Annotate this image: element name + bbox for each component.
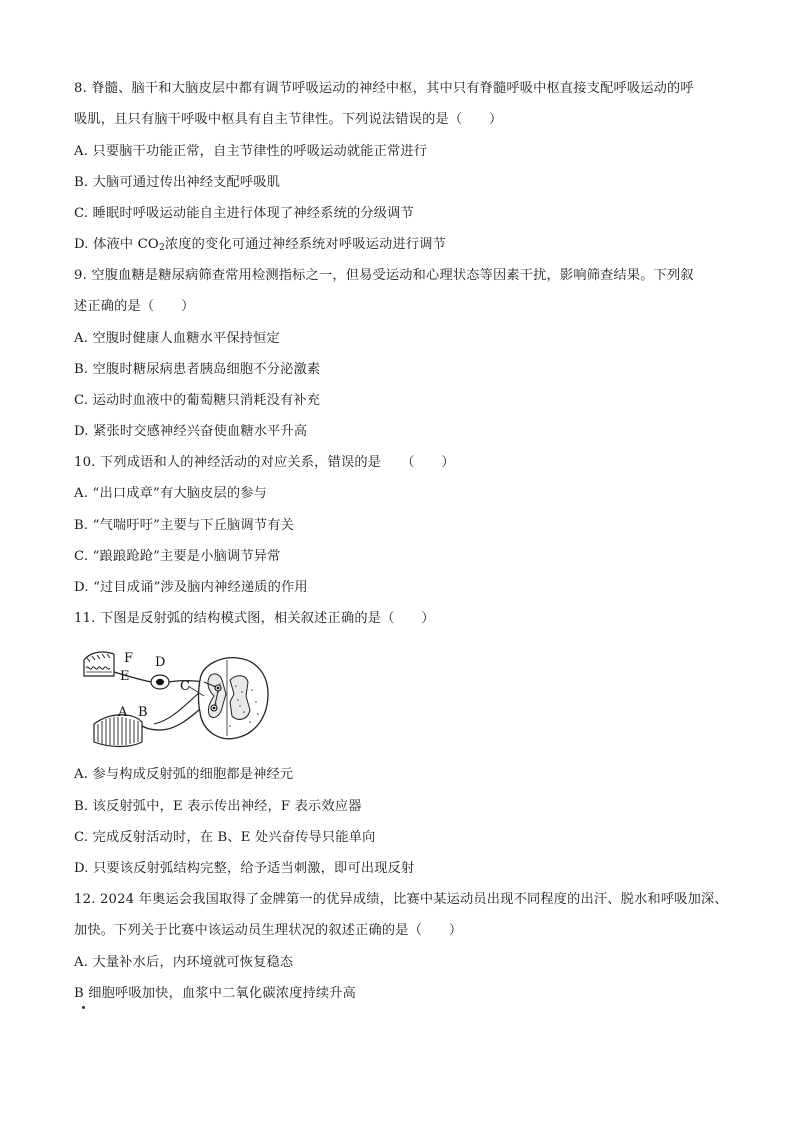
label-e: E <box>120 669 130 684</box>
q10-option-a: A. “出口成章”有大脑皮层的参与 <box>74 486 268 501</box>
stray-dot <box>82 1006 85 1009</box>
efferent-nerve <box>142 704 206 730</box>
q8-option-a: A. 只要脑干功能正常，自主节律性的呼吸运动就能正常进行 <box>74 144 428 159</box>
q9-option-b: B. 空腹时糖尿病患者胰岛细胞不分泌激素 <box>74 362 321 377</box>
label-a: A <box>118 705 128 720</box>
q11-stem: 11. 下图是反射弧的结构模式图，相关叙述正确的是（ ） <box>74 611 435 626</box>
q8-option-d-post: 浓度的变化可通过神经系统对呼吸运动进行调节 <box>164 237 447 252</box>
q9-stem-line2: 述正确的是（ ） <box>74 299 195 314</box>
q12-stem-line1: 12. 2024 年奥运会我国取得了金牌第一的优异成绩，比赛中某运动员出现不同程度的出汗、脱水和呼吸加深、 <box>74 892 728 907</box>
ganglion <box>151 675 169 689</box>
q9-option-d: D. 紧张时交感神经兴奋使血糖水平升高 <box>74 424 308 439</box>
q9-stem-line1: 9. 空腹血糖是糖尿病筛查常用检测指标之一，但易受运动和心理状态等因素干扰，影响筛查结果。下列叙 <box>74 268 694 283</box>
q10-option-d: D. “过目成诵”涉及脑内神经递质的作用 <box>74 580 308 595</box>
q8-option-c: C. 睡眠时呼吸运动能自主进行体现了神经系统的分级调节 <box>74 206 414 221</box>
q8-option-d-sub: 2 <box>158 243 165 253</box>
q11-option-c: C. 完成反射活动时，在 B、E 处兴奋传导只能单向 <box>74 830 376 845</box>
q12-option-b: B 细胞呼吸加快，血浆中二氧化碳浓度持续升高 <box>74 986 357 1001</box>
q8-option-d <box>74 236 446 257</box>
q8-stem-line2: 吸肌，且只有脑干呼吸中枢具有自主节律性。下列说法错误的是（ ） <box>74 112 503 127</box>
q11-option-a: A. 参与构成反射弧的细胞都是神经元 <box>74 767 294 782</box>
label-b: B <box>138 705 148 720</box>
q10-option-c: C. “踉踉跄跄”主要是小脑调节异常 <box>74 549 281 564</box>
q8-option-d-pre: D. 体液中 CO <box>74 237 159 252</box>
q8-option-b: B. 大脑可通过传出神经支配呼吸肌 <box>74 175 281 190</box>
q11-option-b: B. 该反射弧中，E 表示传出神经，F 表示效应器 <box>74 799 362 814</box>
q12-stem-line2: 加快。下列关于比赛中该运动员生理状况的叙述正确的是（ ） <box>74 923 463 938</box>
skin-receptor <box>84 652 114 676</box>
q10-option-b: B. “气喘吁吁”主要与下丘脑调节有关 <box>74 518 294 533</box>
spinal-cord <box>199 658 269 739</box>
reflex-arc-figure <box>80 646 270 750</box>
q9-option-c: C. 运动时血液中的葡萄糖只消耗没有补充 <box>74 393 321 408</box>
label-f: F <box>124 651 134 666</box>
q12-option-a: A. 大量补水后，内环境就可恢复稳态 <box>74 955 294 970</box>
label-d: D <box>155 655 166 670</box>
q11-option-d: D. 只要该反射弧结构完整，给予适当刺激，即可出现反射 <box>74 861 415 876</box>
q10-stem: 10. 下列成语和人的神经活动的对应关系，错误的是 （ ） <box>74 455 455 470</box>
q9-option-a: A. 空腹时健康人血糖水平保持恒定 <box>74 331 280 346</box>
label-c: C <box>180 679 190 694</box>
q8-stem-line1: 8. 脊髓、脑干和大脑皮层中都有调节呼吸运动的神经中枢，其中只有脊髓呼吸中枢直接支配呼吸运动的呼 <box>74 81 694 96</box>
